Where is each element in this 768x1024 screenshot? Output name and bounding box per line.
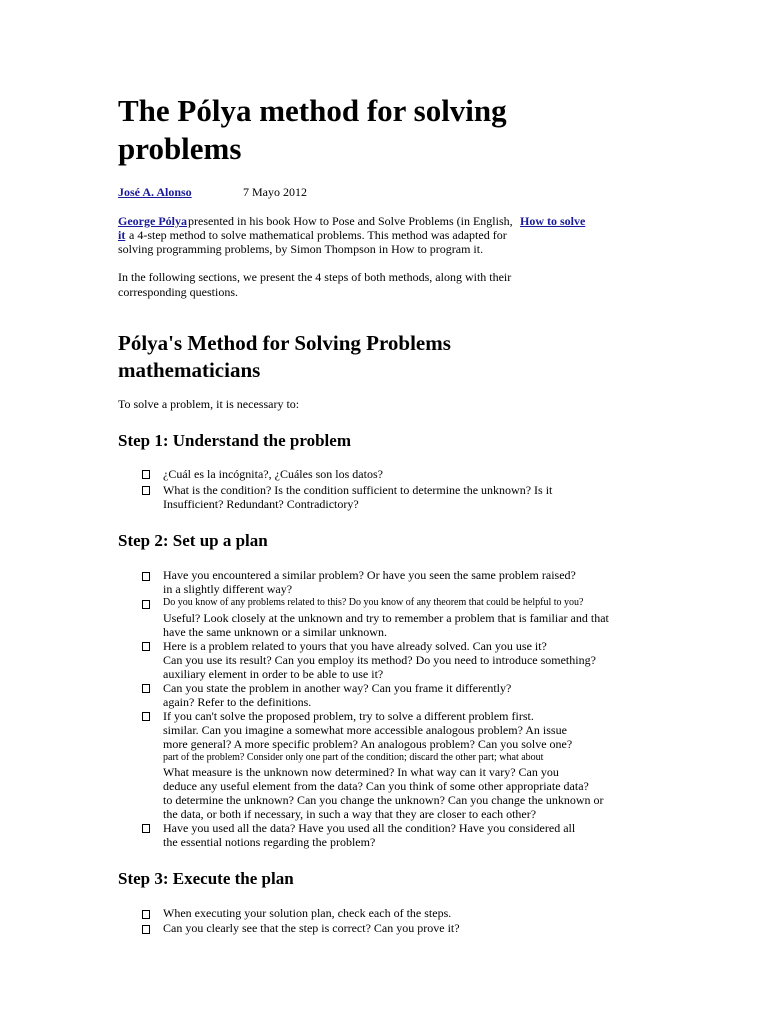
step3-line: Can you clearly see that the step is correct? Can you prove it? bbox=[163, 921, 460, 935]
bullet-icon bbox=[142, 712, 150, 721]
step2-heading: Step 2: Set up a plan bbox=[118, 531, 268, 550]
step2-line: in a slightly different way? bbox=[163, 582, 293, 596]
how-to-solve-it-link[interactable]: it bbox=[118, 228, 126, 242]
bullet-icon bbox=[142, 910, 150, 919]
bullet-icon bbox=[142, 925, 150, 934]
intro-text-1: presented in his book How to Pose and Solve Problems (in English, bbox=[188, 214, 513, 228]
step2-line: If you can't solve the proposed problem, try to solve a different problem first. bbox=[163, 709, 534, 723]
bullet-icon bbox=[142, 572, 150, 581]
step2-line: Can you use its result? Can you employ its method? Do you need to introduce something? bbox=[163, 653, 596, 667]
bullet-icon bbox=[142, 600, 150, 609]
step2-line: Have you encountered a similar problem? Or have you seen the same problem raised? bbox=[163, 568, 576, 582]
step2-line: again? Refer to the definitions. bbox=[163, 695, 312, 709]
step2-line: deduce any useful element from the data? Can you think of some other appropriate data? bbox=[163, 779, 589, 793]
step1-line: What is the condition? Is the condition sufficient to determine the unknown? Is it bbox=[163, 483, 553, 497]
step2-line: more general? A more specific problem? An analogous problem? Can you solve one? bbox=[163, 737, 573, 751]
method-heading-line-1: Pólya's Method for Solving Problems bbox=[118, 331, 451, 355]
step1-line: ¿Cuál es la incógnita?, ¿Cuáles son los datos? bbox=[163, 467, 383, 481]
step2-line: Useful? Look closely at the unknown and try to remember a problem that is familiar and that bbox=[163, 611, 609, 625]
page-title bbox=[118, 92, 507, 168]
step2-line: similar. Can you imagine a somewhat more accessible analogous problem? An issue bbox=[163, 723, 567, 737]
step2-line: Have you used all the data? Have you used all the condition? Have you considered all bbox=[163, 821, 576, 835]
title-line-2: problems bbox=[118, 131, 242, 166]
intro-text-2: a 4-step method to solve mathematical problems. This method was adapted for bbox=[129, 228, 507, 242]
step2-line: Here is a problem related to yours that you have already solved. Can you use it? bbox=[163, 639, 547, 653]
bullet-icon bbox=[142, 642, 150, 651]
step3-heading: Step 3: Execute the plan bbox=[118, 869, 294, 888]
step1-line: Insufficient? Redundant? Contradictory? bbox=[163, 497, 359, 511]
step2-line: to determine the unknown? Can you change the unknown? Can you change the unknown or bbox=[163, 793, 604, 807]
title-line-1: The Pólya method for solving bbox=[118, 93, 507, 128]
publish-date: 7 Mayo 2012 bbox=[243, 185, 307, 199]
step3-line: When executing your solution plan, check each of the steps. bbox=[163, 906, 452, 920]
step2-line: the essential notions regarding the problem? bbox=[163, 835, 376, 849]
george-polya-link[interactable]: George Pólya bbox=[118, 214, 187, 228]
method-heading bbox=[118, 330, 451, 384]
step2-line: auxiliary element in order to be able to use it? bbox=[163, 667, 384, 681]
how-to-solve-link[interactable]: How to solve bbox=[520, 214, 586, 228]
author-link[interactable]: José A. Alonso bbox=[118, 185, 192, 199]
bullet-icon bbox=[142, 470, 150, 479]
bullet-icon bbox=[142, 824, 150, 833]
step2-line: have the same unknown or a similar unknown. bbox=[163, 625, 387, 639]
bullet-icon bbox=[142, 684, 150, 693]
step2-line: part of the problem? Consider only one part of the condition; discard the other part; what about bbox=[163, 752, 544, 763]
bullet-icon bbox=[142, 486, 150, 495]
step2-line: the data, or both if necessary, in such a way that they are closer to each other? bbox=[163, 807, 537, 821]
step2-line: Do you know of any problems related to this? Do you know of any theorem that could be helpful to you? bbox=[163, 597, 584, 608]
sections-intro-line-2: corresponding questions. bbox=[118, 285, 238, 299]
to-solve-text: To solve a problem, it is necessary to: bbox=[118, 397, 300, 411]
sections-intro-line-1: In the following sections, we present the 4 steps of both methods, along with their bbox=[118, 270, 512, 284]
step2-line: What measure is the unknown now determined? In what way can it vary? Can you bbox=[163, 765, 559, 779]
step1-heading: Step 1: Understand the problem bbox=[118, 431, 351, 450]
intro-text-3: solving programming problems, by Simon Thompson in How to program it. bbox=[118, 242, 484, 256]
step2-line: Can you state the problem in another way? Can you frame it differently? bbox=[163, 681, 512, 695]
method-heading-line-2: mathematicians bbox=[118, 358, 261, 382]
